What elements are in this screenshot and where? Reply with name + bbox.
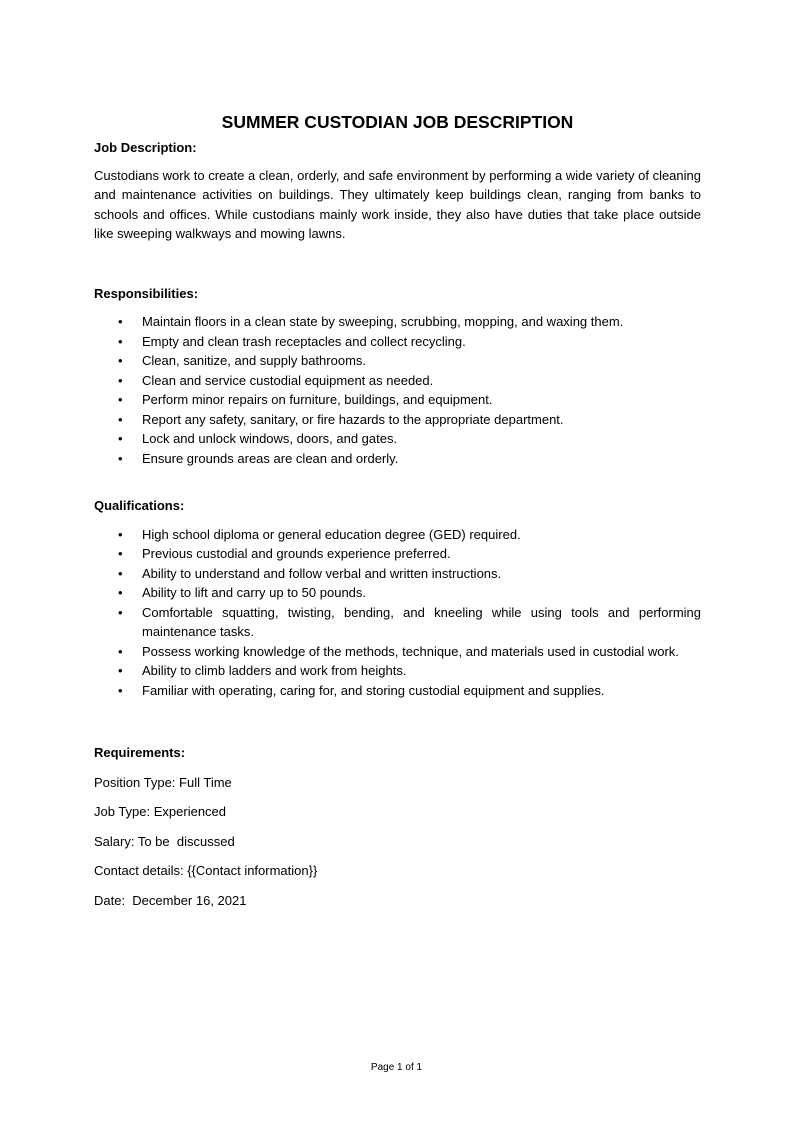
contact-details: Contact details: {{Contact information}} xyxy=(94,863,318,878)
job-type: Job Type: Experienced xyxy=(94,804,227,819)
list-item: • Previous custodial and grounds experience preferred. xyxy=(94,544,701,564)
bullet-icon: • xyxy=(118,372,123,388)
bullet-icon: • xyxy=(118,314,123,329)
list-item: • High school diploma or general education degree (GED) required. xyxy=(94,525,701,545)
requirements-heading: Requirements: xyxy=(94,745,186,760)
qualifications-heading: Qualifications: xyxy=(94,498,185,513)
bullet-icon: • xyxy=(118,546,123,561)
salary: Salary: To be discussed xyxy=(94,833,235,849)
bullet-icon: • xyxy=(118,682,123,698)
document-page xyxy=(94,110,701,910)
list-item: • Maintain floors in a clean state by sweeping, scrubbing, mopping, and waxing them. xyxy=(94,312,701,332)
list-item: • Comfortable squatting, twisting, bending, and kneeling while using tools and performing maintenance tasks. xyxy=(118,604,701,639)
list-item: • Ensure grounds areas are clean and orderly. xyxy=(94,449,701,469)
list-item: • Lock and unlock windows, doors, and gates. xyxy=(94,429,701,449)
bullet-icon: • xyxy=(118,643,123,659)
list-item: • Ability to climb ladders and work from heights. xyxy=(94,661,701,681)
bullet-icon: • xyxy=(118,585,123,600)
bullet-icon: • xyxy=(118,333,123,349)
list-item: • Ability to lift and carry up to 50 pounds. xyxy=(94,583,701,603)
list-item: • Clean, sanitize, and supply bathrooms. xyxy=(94,351,701,371)
list-item: • Report any safety, sanitary, or fire hazards to the appropriate department. xyxy=(94,410,701,430)
list-item: • Familiar with operating, caring for, and storing custodial equipment and supplies. xyxy=(94,681,701,701)
bullet-icon: • xyxy=(118,663,123,678)
bullet-icon: • xyxy=(118,604,123,620)
bullet-icon: • xyxy=(118,526,123,542)
position-type: Position Type: Full Time xyxy=(94,774,232,790)
bullet-icon: • xyxy=(118,450,123,466)
posting-date: Date: December 16, 2021 xyxy=(94,892,247,908)
qualifications-list xyxy=(94,525,701,701)
bullet-icon: • xyxy=(118,411,123,427)
list-item: • Perform minor repairs on furniture, buildings, and equipment. xyxy=(94,390,701,410)
bullet-icon: • xyxy=(118,565,123,581)
responsibilities-list xyxy=(94,312,701,468)
page-number: Page 1 of 1 xyxy=(370,1062,423,1073)
job-description-text: Custodians work to create a clean, orderly, and safe environment by performing a wide variety of cleaning and maintenance activities on buildings. They ultimately keep buildings clean, ranging from banks to schools and offices. While custodians mainly work inside, they also have duties that take place outside like sweeping walkways and mowing lawns. xyxy=(94,167,701,241)
list-item: • Possess working knowledge of the methods, technique, and materials used in custodial work. xyxy=(94,642,701,662)
list-item: • Ability to understand and follow verbal and written instructions. xyxy=(94,564,701,584)
bullet-icon: • xyxy=(118,431,123,446)
list-item: • Empty and clean trash receptacles and collect recycling. xyxy=(94,332,701,352)
document-title: SUMMER CUSTODIAN JOB DESCRIPTION xyxy=(221,112,574,132)
responsibilities-heading: Responsibilities: xyxy=(94,285,199,301)
bullet-icon: • xyxy=(118,353,123,368)
job-description-heading: Job Description: xyxy=(94,140,197,155)
list-item: • Clean and service custodial equipment as needed. xyxy=(94,371,701,391)
bullet-icon: • xyxy=(118,392,123,407)
